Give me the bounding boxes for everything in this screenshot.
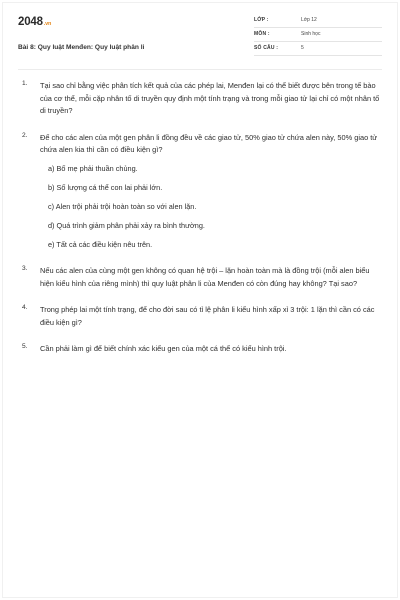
question-text: Cần phải làm gì để biết chính xác kiểu gen của một cá thể có kiểu hình trội.	[40, 344, 287, 354]
option-item: a) Bố mẹ phải thuần chủng.	[48, 163, 138, 173]
question-item	[18, 343, 382, 356]
logo-tld: .vn	[43, 21, 52, 27]
option-item: d) Quá trình giảm phân phải xảy ra bình thường.	[48, 220, 205, 230]
meta-row-subject	[254, 28, 382, 42]
page-title: Bài 8: Quy luật Menđen: Quy luật phân li	[18, 44, 145, 51]
logo-text: 2048	[18, 16, 43, 28]
meta-key: MÔN :	[254, 31, 270, 37]
question-number: 5.	[22, 343, 28, 351]
meta-row-class	[254, 14, 382, 28]
meta-value: Sinh học	[301, 31, 321, 37]
question-item	[18, 265, 382, 290]
meta-key: LỚP :	[254, 17, 269, 23]
question-number: 4.	[22, 304, 28, 312]
question-text: Trong phép lai một tính trạng, để cho đời sau có tỉ lệ phân li kiểu hình xấp xỉ 3 trội: 1 lặn thì cần có các điều kiện gì?	[40, 305, 375, 327]
meta-value: Lớp 12	[301, 17, 317, 23]
option-item: e) Tất cả các điều kiện nêu trên.	[48, 239, 153, 249]
question-list	[18, 80, 382, 370]
meta-table	[254, 14, 382, 56]
header-divider	[18, 69, 382, 70]
question-item	[18, 80, 382, 118]
meta-row-count	[254, 42, 382, 56]
meta-value: 5	[301, 45, 304, 51]
site-logo[interactable]	[18, 16, 51, 28]
question-number: 3.	[22, 264, 28, 272]
question-number: 2.	[22, 131, 28, 139]
question-item	[18, 132, 382, 251]
document-header	[18, 14, 382, 66]
question-number: 1.	[22, 80, 28, 87]
question-text: Để cho các alen của một gen phân li đồng đều về các giao tử, 50% giao tử chứa alen này, 50% giao tử chứa alen kia thì cần có điều kiện gì?	[40, 132, 378, 155]
option-item: b) Số lượng cá thể con lai phải lớn.	[48, 182, 163, 192]
meta-key: SỐ CÂU :	[254, 45, 279, 51]
question-text: Tại sao chỉ bằng việc phân tích kết quả của các phép lai, Menđen lại có thể biết được bên trong tế bào của cơ thể, mỗi cặp nhân tố di truyền quy định một tính trạng và trong mỗi giao tử lại chỉ có một nhân tố di truyền?	[40, 81, 380, 116]
option-item: c) Alen trội phải trội hoàn toàn so với alen lặn.	[48, 201, 197, 211]
question-text: Nếu các alen của cùng một gen không có quan hệ trội – lặn hoàn toàn mà là đồng trội (mỗi alen biểu hiện kiểu hình của riêng mình) thì quy luật phân li của Menđen có còn đúng hay không? Tại sao?	[40, 265, 370, 288]
option-list	[48, 163, 382, 251]
question-item	[18, 304, 382, 329]
